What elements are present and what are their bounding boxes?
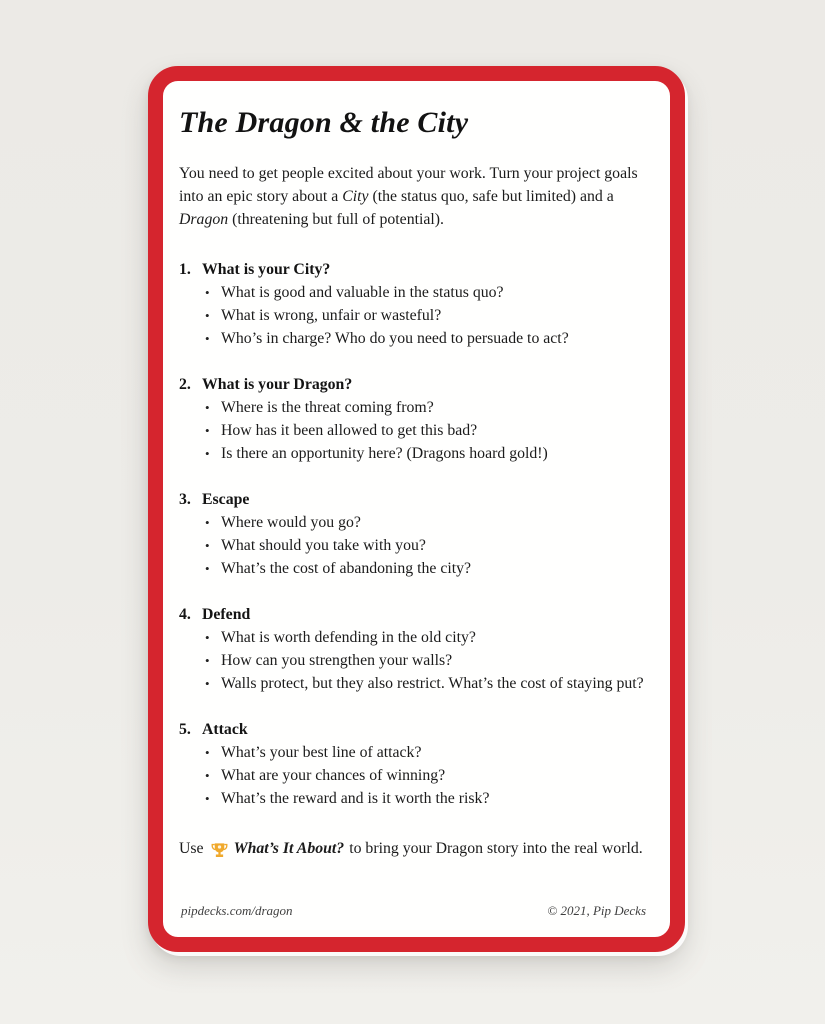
dragon-term: Dragon (179, 210, 229, 228)
card-footer (179, 903, 650, 921)
intro-paragraph (179, 162, 650, 231)
city-term: City (342, 187, 369, 205)
section-attack (179, 718, 650, 810)
section-heading-label: What is your Dragon? (202, 375, 353, 393)
bullet-item (179, 557, 650, 580)
section-number: 5. (179, 720, 191, 738)
card-dragon-city (148, 66, 685, 952)
bullet-text: How has it been allowed to get this bad? (221, 421, 478, 439)
bullet-marker: • (205, 399, 210, 415)
bullet-text: What is wrong, unfair or wasteful? (221, 306, 442, 324)
intro-text-3: (threatening but full of potential). (228, 210, 444, 228)
bullet-text: What is good and valuable in the status quo? (221, 283, 504, 301)
bullet-text: Where would you go? (221, 513, 361, 531)
bullet-text: Walls protect, but they also restrict. What’s the cost of staying put? (221, 674, 644, 692)
bullet-item (179, 304, 650, 327)
bullet-item (179, 626, 650, 649)
bullet-marker: • (205, 744, 210, 760)
section-heading (179, 258, 650, 281)
section-heading (179, 718, 650, 741)
bullet-item (179, 672, 650, 695)
section-defend (179, 603, 650, 695)
section-heading (179, 488, 650, 511)
bullet-item (179, 764, 650, 787)
bullet-marker: • (205, 514, 210, 530)
whats-it-about-reference: What’s It About? (233, 839, 345, 857)
bullet-marker: • (205, 307, 210, 323)
cta-line (179, 837, 650, 860)
section-heading (179, 603, 650, 626)
bullet-text: What are your chances of winning? (221, 766, 446, 784)
bullet-text: What’s the cost of abandoning the city? (221, 559, 472, 577)
bullet-text: Who’s in charge? Who do you need to persuade to act? (221, 329, 569, 347)
bullet-text: What’s your best line of attack? (221, 743, 422, 761)
bullet-item (179, 649, 650, 672)
bullet-marker: • (205, 629, 210, 645)
bullet-text: How can you strengthen your walls? (221, 651, 453, 669)
bullet-item (179, 787, 650, 810)
cta-suffix: to bring your Dragon story into the real world. (349, 839, 643, 857)
bullet-text: Where is the threat coming from? (221, 398, 434, 416)
section-number: 1. (179, 260, 191, 278)
bullet-marker: • (205, 652, 210, 668)
footer-url: pipdecks.com/dragon (181, 903, 293, 918)
bullet-marker: • (205, 560, 210, 576)
bullet-item (179, 511, 650, 534)
question-sections (179, 235, 650, 810)
bullet-item (179, 442, 650, 465)
bullet-text: What’s the reward and is it worth the risk? (221, 789, 490, 807)
cta-prefix: Use (179, 839, 204, 857)
bullet-marker: • (205, 675, 210, 691)
intro-text-1: You need to get people excited about your work. Turn your project goals into an epic story about a (179, 164, 638, 205)
section-number: 3. (179, 490, 191, 508)
bullet-item (179, 741, 650, 764)
section-heading-label: Defend (202, 605, 251, 623)
bullet-item (179, 419, 650, 442)
section-number: 2. (179, 375, 191, 393)
bullet-marker: • (205, 445, 210, 461)
bullet-marker: • (205, 284, 210, 300)
bullet-text: Is there an opportunity here? (Dragons hoard gold!) (221, 444, 548, 462)
bullet-marker: • (205, 767, 210, 783)
section-dragon (179, 373, 650, 465)
section-heading (179, 373, 650, 396)
footer-copyright: © 2021, Pip Decks (547, 903, 646, 918)
section-heading-label: Attack (202, 720, 248, 738)
intro-text-2: (the status quo, safe but limited) and a (368, 187, 614, 205)
section-heading-label: Escape (202, 490, 250, 508)
bullet-marker: • (205, 330, 210, 346)
section-escape (179, 488, 650, 580)
section-city (179, 258, 650, 350)
trophy-icon (210, 841, 229, 860)
bullet-item (179, 534, 650, 557)
bullet-text: What should you take with you? (221, 536, 426, 554)
section-heading-label: What is your City? (202, 260, 331, 278)
section-number: 4. (179, 605, 191, 623)
bullet-text: What is worth defending in the old city? (221, 628, 476, 646)
bullet-item (179, 396, 650, 419)
bullet-item (179, 281, 650, 304)
card-title: The Dragon & the City (179, 106, 469, 139)
bullet-marker: • (205, 790, 210, 806)
bullet-marker: • (205, 537, 210, 553)
bullet-item (179, 327, 650, 350)
bullet-marker: • (205, 422, 210, 438)
